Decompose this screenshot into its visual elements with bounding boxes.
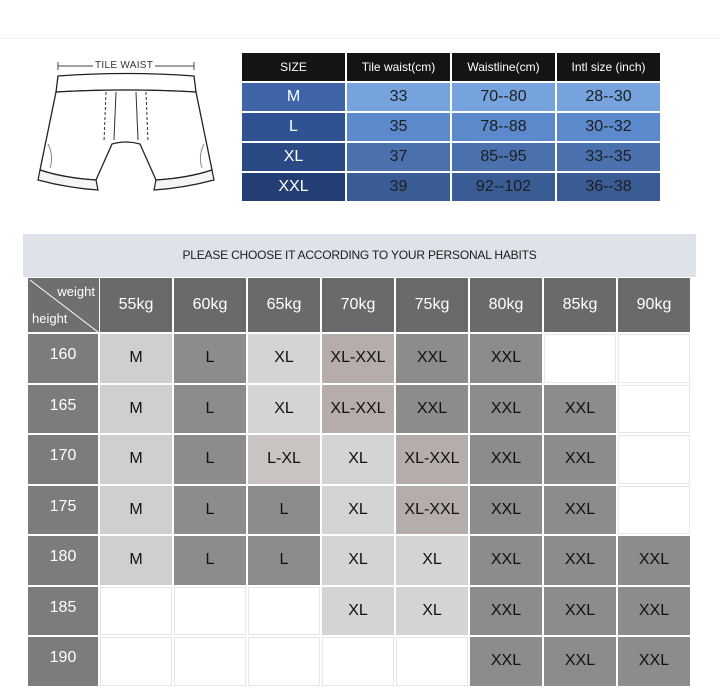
weight-header: 75kg	[396, 278, 468, 332]
weight-header: 85kg	[544, 278, 616, 332]
intl-size-cell: 36--38	[557, 173, 660, 201]
height-header: 185	[28, 587, 98, 636]
waistline-cell: 85--95	[452, 143, 555, 171]
height-header: 160	[28, 334, 98, 383]
height-header: 165	[28, 385, 98, 434]
waistline-cell: 78--88	[452, 113, 555, 141]
size-recommendation-cell: L	[174, 334, 246, 383]
size-recommendation-cell: XXL	[544, 587, 616, 636]
size-recommendation-cell: M	[100, 334, 172, 383]
empty-cell	[618, 334, 690, 383]
weight-header: 80kg	[470, 278, 542, 332]
size-recommendation-cell: XL	[396, 536, 468, 585]
weight-header: 90kg	[618, 278, 690, 332]
empty-cell	[544, 334, 616, 383]
empty-cell	[248, 637, 320, 686]
waistline-cell: 92--102	[452, 173, 555, 201]
size-row-xxl	[242, 173, 660, 201]
waistline-cell: 70--80	[452, 83, 555, 111]
size-recommendation-cell: M	[100, 536, 172, 585]
empty-cell	[618, 486, 690, 535]
corner-height-label: height	[32, 311, 68, 326]
size-cell: L	[242, 113, 345, 141]
size-recommendation-cell: XXL	[544, 385, 616, 434]
tile-waist-cell: 33	[347, 83, 450, 111]
boxer-briefs-illustration	[28, 52, 224, 202]
size-recommendation-cell: L	[248, 486, 320, 535]
height-header: 170	[28, 435, 98, 484]
size-recommendation-cell: XL	[322, 486, 394, 535]
size-recommendation-cell: XL	[322, 435, 394, 484]
tile-waist-header: Tile waist(cm)	[347, 53, 450, 81]
height-header: 190	[28, 637, 98, 686]
weight-header: 65kg	[248, 278, 320, 332]
size-recommendation-cell: L	[174, 435, 246, 484]
weight-height-corner	[28, 278, 99, 332]
intl-size-cell: 28--30	[557, 83, 660, 111]
size-recommendation-cell: L	[174, 385, 246, 434]
size-recommendation-cell: M	[100, 385, 172, 434]
size-recommendation-cell: XXL	[396, 385, 468, 434]
size-recommendation-cell: XXL	[618, 536, 690, 585]
weight-header: 60kg	[174, 278, 246, 332]
size-cell: M	[242, 83, 345, 111]
size-recommendation-cell: XXL	[544, 486, 616, 535]
size-recommendation-cell: XL-XXL	[396, 435, 468, 484]
size-row-m	[242, 83, 660, 111]
empty-cell	[174, 587, 246, 636]
size-recommendation-cell: XL-XXL	[322, 385, 394, 434]
size-recommendation-cell: XXL	[470, 435, 542, 484]
tile-waist-cell: 37	[347, 143, 450, 171]
empty-cell	[248, 587, 320, 636]
intl-size-cell: 30--32	[557, 113, 660, 141]
size-recommendation-cell: XL	[322, 587, 394, 636]
intl-size-cell: 33--35	[557, 143, 660, 171]
height-header: 175	[28, 486, 98, 535]
empty-cell	[322, 637, 394, 686]
size-recommendation-cell: XXL	[544, 536, 616, 585]
size-recommendation-cell: XXL	[470, 334, 542, 383]
tile-waist-label: TILE WAIST	[95, 60, 154, 71]
size-cell: XL	[242, 143, 345, 171]
size-recommendation-cell: XXL	[618, 637, 690, 686]
empty-cell	[100, 587, 172, 636]
size-recommendation-cell: L	[174, 486, 246, 535]
size-header: SIZE	[242, 53, 345, 81]
size-recommendation-cell: XL	[396, 587, 468, 636]
waistline-header: Waistline(cm)	[452, 53, 555, 81]
size-row-xl	[242, 143, 660, 171]
empty-cell	[618, 385, 690, 434]
size-recommendation-cell: L	[248, 536, 320, 585]
size-recommendation-cell: L	[174, 536, 246, 585]
size-recommendation-cell: XXL	[544, 637, 616, 686]
tile-waist-cell: 35	[347, 113, 450, 141]
intl-size-header: Intl size (inch)	[557, 53, 660, 81]
size-recommendation-cell: XXL	[470, 536, 542, 585]
size-recommendation-cell: XXL	[618, 587, 690, 636]
empty-cell	[174, 637, 246, 686]
size-recommendation-cell: XL-XXL	[396, 486, 468, 535]
height-header: 180	[28, 536, 98, 585]
size-recommendation-cell: XL	[248, 385, 320, 434]
size-recommendation-cell: XXL	[544, 435, 616, 484]
empty-cell	[618, 435, 690, 484]
size-table-header-row	[242, 53, 660, 81]
page-divider	[0, 38, 720, 39]
size-recommendation-cell: XL	[322, 536, 394, 585]
chart-banner: PLEASE CHOOSE IT ACCORDING TO YOUR PERSONAL HABITS	[23, 234, 696, 277]
weight-header: 55kg	[100, 278, 172, 332]
size-recommendation-cell: XL	[248, 334, 320, 383]
size-row-l	[242, 113, 660, 141]
size-recommendation-cell: M	[100, 435, 172, 484]
size-recommendation-cell: XL-XXL	[322, 334, 394, 383]
size-table	[240, 51, 662, 203]
size-recommendation-cell: XXL	[470, 385, 542, 434]
size-cell: XXL	[242, 173, 345, 201]
size-recommendation-cell: XXL	[470, 587, 542, 636]
size-recommendation-cell: XXL	[396, 334, 468, 383]
tile-waist-cell: 39	[347, 173, 450, 201]
size-recommendation-cell: L-XL	[248, 435, 320, 484]
empty-cell	[100, 637, 172, 686]
weight-header: 70kg	[322, 278, 394, 332]
size-recommendation-cell: XXL	[470, 637, 542, 686]
size-recommendation-cell: M	[100, 486, 172, 535]
boxer-briefs-drawing	[28, 52, 224, 202]
corner-weight-label: weight	[57, 284, 95, 299]
size-recommendation-cell: XXL	[470, 486, 542, 535]
empty-cell	[396, 637, 468, 686]
